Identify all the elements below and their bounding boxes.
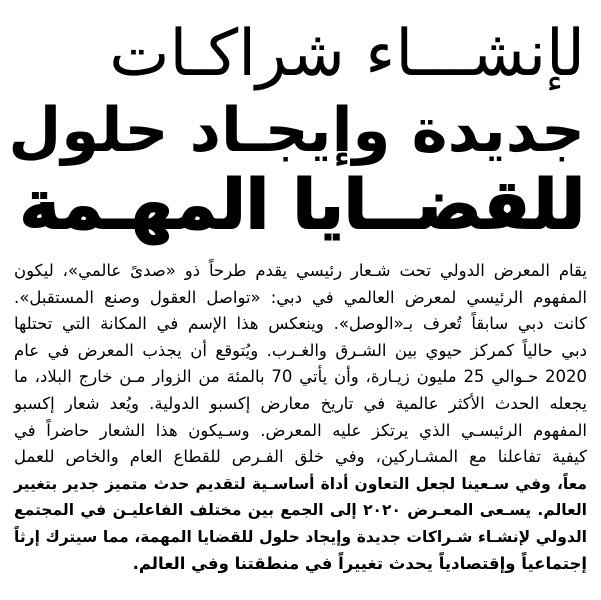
body-line-12: إجتماعياً وإقتصادياً يحدث تغييراً في منطقتنا وفي العالم. bbox=[132, 553, 587, 573]
body-line-1: يقام المعرض الدولي تحت شـعار رئيسي يقدم طرحاً ذو «صدىً عالمي»، ليكون bbox=[14, 261, 587, 280]
headline-line-1: لإنشـــاء شراكـات bbox=[109, 17, 585, 91]
body-line-11: الدولي لإنشـاء شـراكات جديدة وإيجاد حلول للقضايا المهمة، مما سيترك إرثاً bbox=[14, 527, 587, 546]
body-line-8: كيفية تفاعلنا مع المشـاركين، وفي خلق الفـرص للقطاع العام والخاص للعمل bbox=[14, 447, 587, 467]
body-line-10: العالم. يسـعى المعـرض ٢٠٢٠ إلى الجمع بين مختلف الفاعليـن في المجتمع bbox=[14, 501, 587, 520]
body-line-9: معاً، وفي سـعينا لجعل التعاون أداة أساسـية لتقديم حدث متميز جدير بتغيير bbox=[14, 474, 587, 493]
body-line-2: المفهوم الرئيسي لمعرض العالمي في دبي: «تواصل العقول وصنع المستقبل». bbox=[14, 287, 587, 307]
body-paragraph bbox=[14, 258, 587, 577]
body-line-5: 2020 حـوالي 25 مليون زيـارة، وأن يأتي 70 بالمئة من الزوار مـن خارج البلاد، ما bbox=[14, 367, 587, 387]
headline-line-3: للقضــايا المهـمة bbox=[19, 166, 585, 245]
headline-line-2: جديدة وإيجـاد حلول bbox=[8, 95, 585, 166]
body-line-7: المفهوم الرئيسـي الذي يرتكز عليه المعرض. وسـيكون هذا الشعار حاضراً في bbox=[14, 420, 587, 440]
body-line-6: يجعله الحدث الأكثر عالمية في تاريخ معارض إكسبو الدولية. ويُعد شعار إكسبو bbox=[14, 393, 587, 413]
body-line-4: دبي حالياً كمركز حيوي بين الشـرق والغـرب. ويُتوقع أن يجذب المعرض في عام bbox=[14, 340, 587, 360]
body-line-3: كانت دبي سابقاً تُعرف بـ«الوصل». وينعكس هذا الإسم في المكانة التي تحتلها bbox=[14, 314, 587, 334]
